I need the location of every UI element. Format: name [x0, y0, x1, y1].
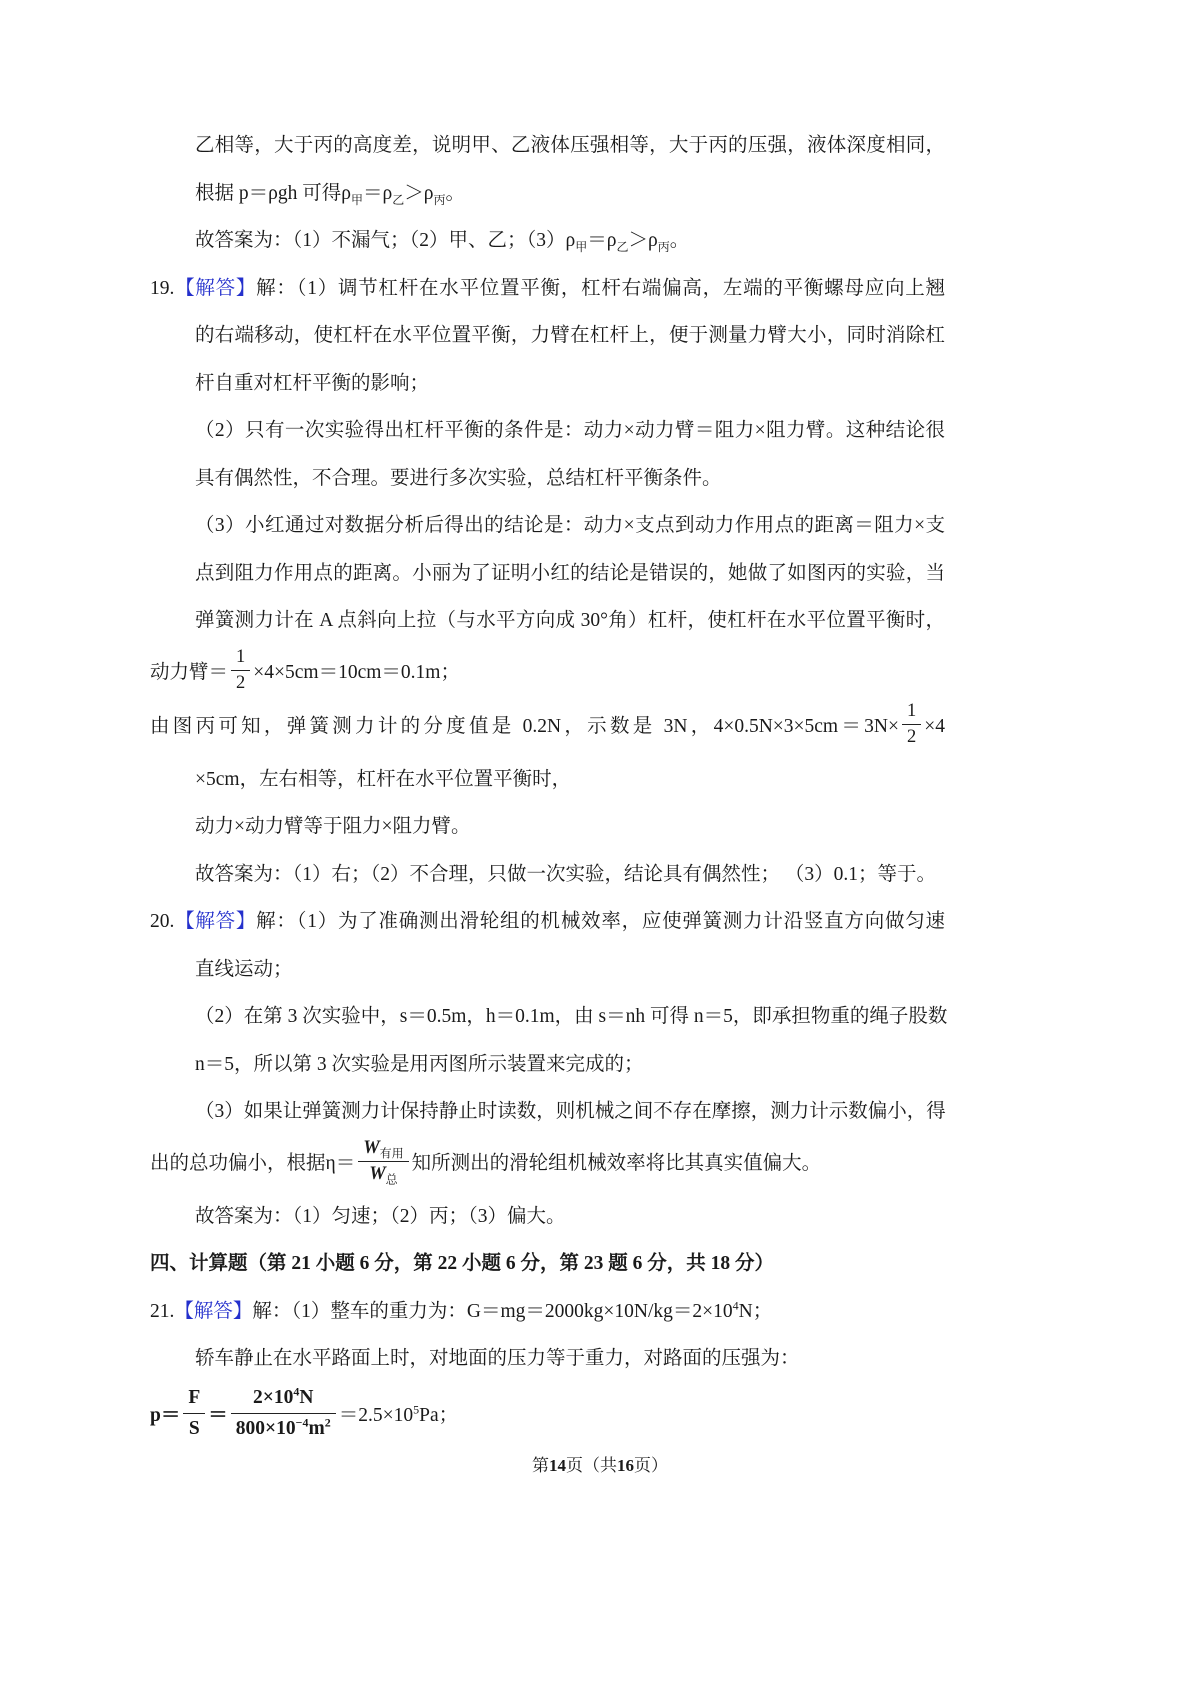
text-run: 根据 p＝ρgh 可得ρ: [195, 182, 351, 204]
paragraph-line: [195, 803, 945, 851]
formula-line: [150, 648, 945, 699]
text-run: ＞ρ: [628, 230, 658, 251]
section-heading-text: 四、计算题（第 21 小题 6 分，第 22 小题 6 分，第 23 题 6 分，共 18 分）: [150, 1253, 775, 1274]
text-run: N: [299, 1386, 314, 1408]
text-run: 800×10: [235, 1417, 296, 1439]
fraction-numerator: 1: [231, 645, 250, 671]
superscript: 5: [413, 1401, 420, 1416]
paragraph-line: [195, 407, 945, 455]
paragraph-line: [195, 1041, 945, 1089]
paragraph-line: [195, 360, 945, 408]
text-run: ×5cm，左右相等，杠杆在水平位置平衡时，: [195, 768, 572, 790]
fraction-denominator: [231, 1414, 336, 1444]
page-footer: [0, 1453, 1200, 1479]
work-symbol: W: [369, 1163, 386, 1184]
text-run: 2×10: [253, 1386, 294, 1408]
text-run: （2）在第 3 次实验中，s＝0.5m，h＝0.1m，由 s＝nh 可得 n＝5，即承担物重的绳子股数: [195, 1006, 948, 1027]
formula-line: [150, 1386, 945, 1447]
text-run: 。: [445, 182, 465, 204]
text-run: （2）只有一次实验得出杠杆平衡的条件是：动力×动力臂＝阻力×阻力臂。这种结论很: [195, 420, 945, 441]
text-run: 杆自重对杠杆平衡的影响；: [195, 372, 430, 394]
subscript: 有用: [379, 1146, 404, 1161]
text-run: 由图丙可知，弹簧测力计的分度值是 0.2N，示数是 3N，4×0.5N×3×5cm＝3N×: [150, 715, 899, 737]
question-21-answer-start: [150, 1288, 945, 1336]
text-run: （3）如果让弹簧测力计保持静止时读数，则机械之间不存在摩擦，测力计示数偏小，得: [195, 1101, 946, 1122]
formula-line: [150, 702, 945, 753]
work-symbol: W: [363, 1137, 380, 1158]
text-run: 解：（1）整车的重力为：G＝mg＝2000kg×10N/kg＝2×10: [252, 1300, 733, 1322]
subscript: 甲: [575, 239, 588, 254]
text-run: 故答案为：（1）右；（2）不合理，只做一次实验，结论具有偶然性； （3）0.1；等于。: [195, 863, 937, 885]
paragraph-line: [195, 550, 945, 598]
paragraph-line: [195, 756, 945, 804]
text-run: 知所测出的滑轮组机械效率将比其真实值偏大。: [411, 1152, 822, 1174]
subscript: 乙: [392, 192, 405, 207]
paragraph-line: [195, 455, 945, 503]
answer-summary-line: [195, 217, 945, 265]
text-run: 弹簧测力计在 A 点斜向上拉（与水平方向成 30°角）杠杆，使杠杆在水平位置平衡时，: [195, 610, 945, 631]
text-run: 轿车静止在水平路面上时，对地面的压力等于重力，对路面的压强为：: [195, 1348, 800, 1369]
paragraph-line: [195, 170, 945, 218]
text-run: ＝ρ: [362, 182, 393, 204]
subscript: 丙: [657, 239, 670, 254]
fraction-denominator: [358, 1162, 408, 1187]
answer-summary-line: [195, 851, 945, 899]
text-run: 点到阻力作用点的距离。小丽为了证明小红的结论是错误的，她做了如图丙的实验，当: [195, 562, 945, 584]
footer-page-number: 14: [549, 1456, 566, 1475]
text-run: n＝5，所以第 3 次实验是用丙图所示装置来完成的；: [195, 1053, 644, 1075]
answer-summary-line: [195, 1193, 945, 1241]
superscript: 4: [293, 1384, 300, 1398]
subscript: 丙: [433, 192, 446, 207]
text-run: 乙相等，大于丙的高度差，说明甲、乙液体压强相等，大于丙的压强，液体深度相同，: [195, 135, 945, 156]
text-run: ＝ρ: [587, 230, 617, 251]
superscript: 2: [324, 1415, 331, 1429]
superscript: −4: [295, 1415, 309, 1429]
text-run: 解：（1）为了准确测出滑轮组的机械效率，应使弹簧测力计沿竖直方向做匀速: [256, 911, 945, 932]
text-run: 解：（1）调节杠杆在水平位置平衡，杠杆右端偏高，左端的平衡螺母应向上翘: [256, 277, 945, 299]
fraction-numerator: [231, 1383, 336, 1414]
item-number: 21.: [150, 1300, 175, 1322]
subscript: 甲: [350, 192, 363, 207]
paragraph-line: [195, 597, 945, 645]
superscript: 4: [732, 1298, 739, 1312]
footer-text: 第: [532, 1456, 549, 1475]
answer-tag: 【解答】: [174, 277, 257, 299]
fraction-pressure-values: [231, 1383, 336, 1444]
text-run: 动力臂＝: [150, 661, 229, 683]
paragraph-line: [195, 122, 945, 170]
fraction-numerator: F: [183, 1383, 205, 1414]
document-body: [150, 122, 948, 1450]
paragraph-line: [195, 993, 948, 1041]
paragraph-line: [195, 1088, 945, 1136]
text-run: Pa；: [419, 1404, 459, 1426]
section-heading: [150, 1240, 945, 1288]
fraction-one-half: [231, 645, 250, 696]
footer-text: 页）: [634, 1456, 668, 1475]
text-run: 的右端移动，使杠杆在水平位置平衡，力臂在杠杆上，便于测量力臂大小，同时消除杠: [195, 325, 945, 346]
footer-text: 页（共: [566, 1456, 617, 1475]
question-19-answer-start: [150, 265, 945, 313]
item-number: 20.: [150, 911, 175, 932]
fraction-denominator: 2: [236, 672, 246, 693]
fraction-one-half: [902, 699, 921, 750]
text-run: m: [308, 1417, 325, 1439]
subscript: 总: [385, 1172, 398, 1187]
paragraph-line: [195, 312, 945, 360]
text-run: ＝: [208, 1404, 228, 1426]
fraction-denominator: 2: [907, 726, 917, 747]
paragraph-line: [195, 502, 945, 550]
text-run: ×4: [924, 715, 945, 737]
text-run: N；: [738, 1300, 773, 1322]
text-run: p＝: [150, 1404, 181, 1426]
text-run: （3）小红通过对数据分析后得出的结论是：动力×支点到动力作用点的距离＝阻力×支: [195, 515, 945, 536]
footer-total-pages: 16: [617, 1456, 634, 1475]
paragraph-line: [195, 946, 945, 994]
text-run: ×4×5cm＝10cm＝0.1m；: [253, 661, 460, 683]
text-run: ＞ρ: [404, 182, 434, 204]
fraction-numerator: [358, 1136, 408, 1162]
fraction-force-over-area: [183, 1383, 205, 1444]
text-run: 直线运动；: [195, 958, 293, 980]
fraction-numerator: 1: [902, 699, 921, 725]
answer-tag: 【解答】: [174, 911, 257, 932]
text-run: 故答案为：（1）不漏气；（2）甲、乙；（3）ρ: [195, 230, 576, 251]
question-20-answer-start: [150, 898, 945, 946]
text-run: 具有偶然性，不合理。要进行多次实验，总结杠杆平衡条件。: [195, 467, 722, 489]
answer-tag: 【解答】: [174, 1300, 253, 1322]
subscript: 乙: [616, 239, 629, 254]
fraction-efficiency: [358, 1136, 408, 1187]
paragraph-line: [195, 1335, 945, 1383]
text-run: 出的总功偏小，根据η＝: [150, 1152, 356, 1174]
text-run: ＝2.5×10: [338, 1404, 414, 1426]
fraction-denominator: S: [188, 1417, 200, 1439]
item-number: 19.: [150, 277, 175, 299]
text-run: 动力×动力臂等于阻力×阻力臂。: [195, 816, 471, 837]
text-run: 故答案为：（1）匀速；（2）丙；（3）偏大。: [195, 1205, 566, 1227]
formula-line: [150, 1139, 945, 1190]
text-run: 。: [669, 230, 690, 251]
